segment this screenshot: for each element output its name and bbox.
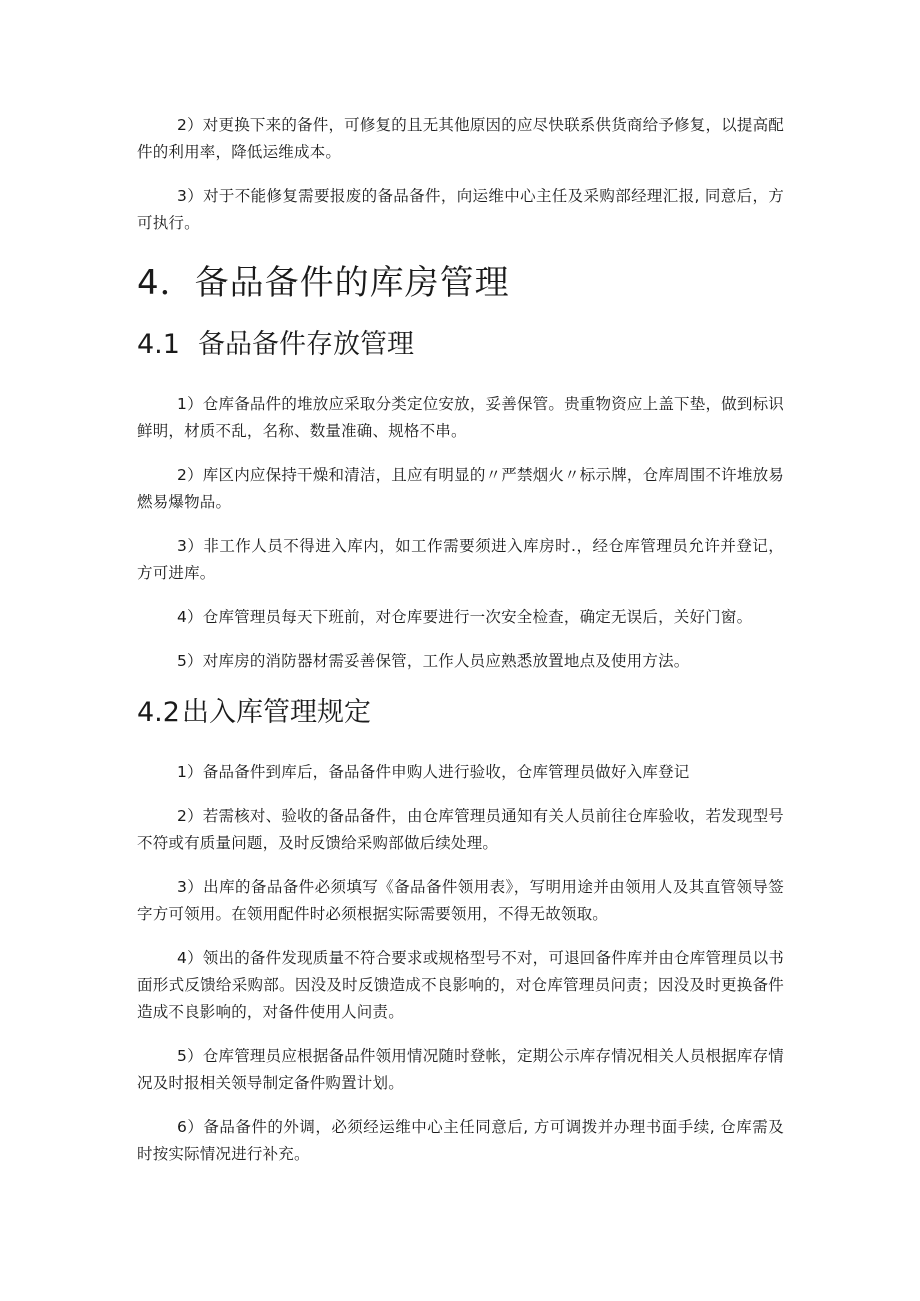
section-4-2-title: 出入库管理规定 — [181, 697, 371, 728]
section-4-1-title: 备品备件存放管理 — [197, 329, 414, 360]
section-4-1-paragraph-5: 5）对库房的消防器材需妥善保管，工作人员应熟悉放置地点及使用方法。 — [177, 652, 690, 670]
section-4-2-paragraph-3: 3）出库的备品备件必须填写《备品备件领用表》，写明用途并由领用人及其直管领导签字方可领用。在领用配件时必须根据实际需要领用，不得无故领取。 — [137, 878, 784, 923]
section-4-1-paragraph-4: 4）仓库管理员每天下班前，对仓库要进行一次安全检查，确定无误后，关好门窗。 — [177, 608, 753, 626]
section-4-1-paragraph-3: 3）非工作人员不得进入库内，如工作需要须进入库房时.，经仓库管理员允许并登记，方可进库。 — [137, 537, 784, 582]
section-4-1-number: 4.1 — [137, 329, 180, 360]
section-4-1-paragraph-2: 2）库区内应保持干燥和清洁，且应有明显的〃严禁烟火〃标示牌，仓库周围不许堆放易燃易爆物品。 — [137, 466, 784, 511]
section-4-2-paragraph-6: 6）备品备件的外调，必须经运维中心主任同意后, 方可调拨并办理书面手续, 仓库需及时按实际情况进行补充。 — [137, 1118, 784, 1163]
intro-paragraph-3: 3）对于不能修复需要报废的备品备件，向运维中心主任及采购部经理汇报, 同意后，方可执行。 — [137, 187, 784, 232]
section-4-2-number: 4.2 — [137, 697, 180, 728]
section-4-2-paragraph-4: 4）领出的备件发现质量不符合要求或规格型号不对，可退回备件库并由仓库管理员以书面形式反馈给采购部。因没及时反馈造成不良影响的，对仓库管理员问责；因没及时更换备件造成不良影响的，对备件使用人问责。 — [137, 949, 784, 1021]
section-4-heading: 4．备品备件的库房管理 — [137, 263, 510, 303]
section-4-2-paragraph-1: 1）备品备件到库后，备品备件申购人进行验收，仓库管理员做好入库登记 — [177, 763, 690, 781]
section-4-1-heading — [137, 325, 784, 365]
section-4-2-paragraph-5: 5）仓库管理员应根据备品件领用情况随时登帐，定期公示库存情况相关人员根据库存情况及时报相关领导制定备件购置计划。 — [137, 1047, 784, 1092]
intro-paragraph-2: 2）对更换下来的备件，可修复的且无其他原因的应尽快联系供货商给予修复，以提高配件的利用率，降低运维成本。 — [137, 116, 784, 161]
section-4-2-paragraph-2: 2）若需核对、验收的备品备件，由仓库管理员通知有关人员前往仓库验收，若发现型号不符或有质量问题，及时反馈给采购部做后续处理。 — [137, 807, 784, 852]
section-4-2-heading — [137, 693, 784, 733]
section-4-1-paragraph-1: 1）仓库备品件的堆放应采取分类定位安放，妥善保管。贵重物资应上盖下垫，做到标识鲜明，材质不乱，名称、数量准确、规格不串。 — [137, 395, 784, 440]
